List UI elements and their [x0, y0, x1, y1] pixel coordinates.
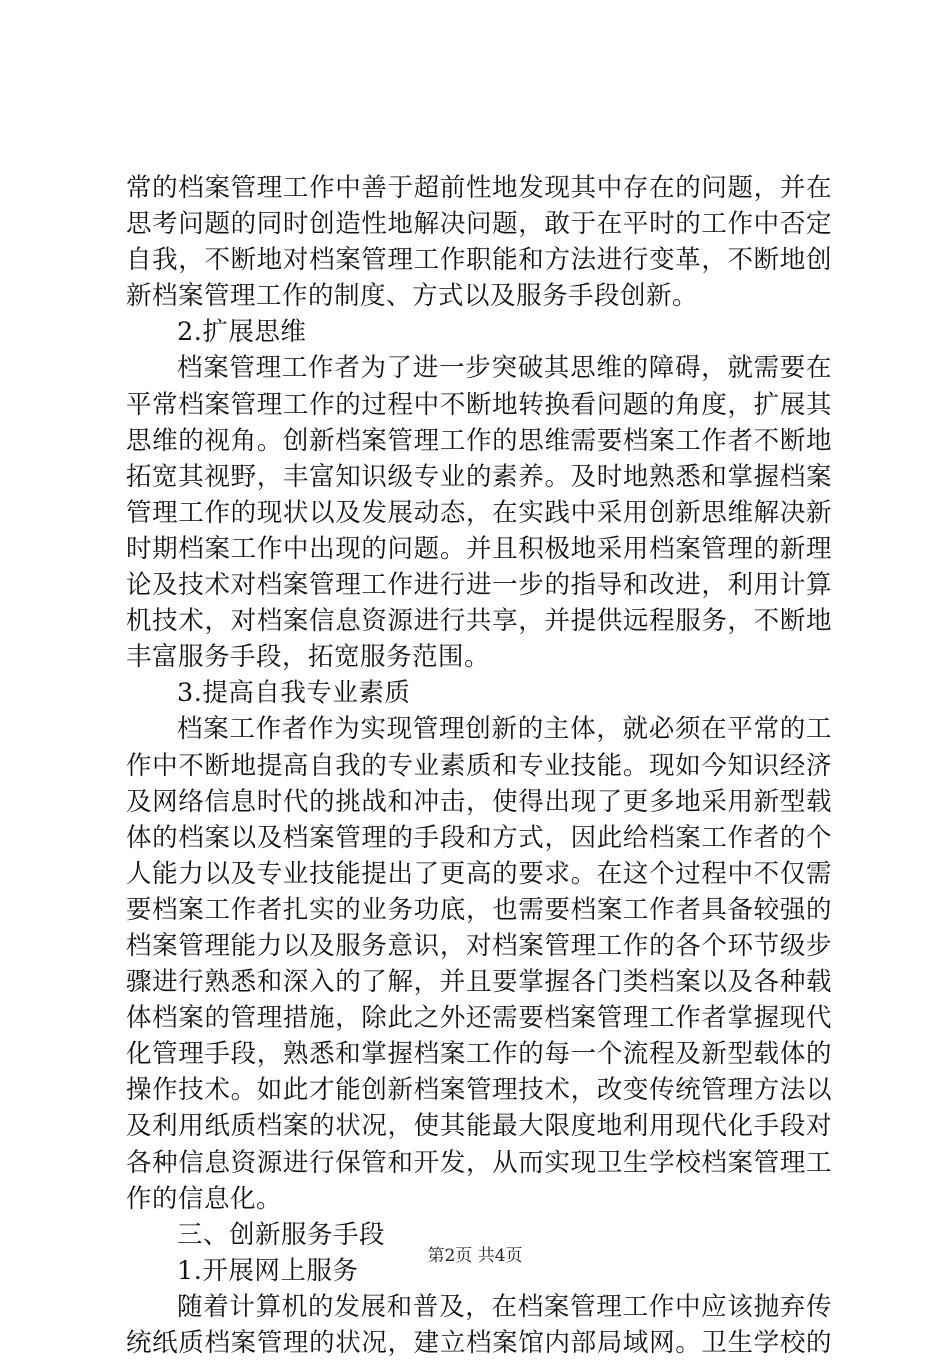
text-line: 骤进行熟悉和深入的了解，并且要掌握各门类档案以及各种载 [126, 967, 832, 998]
text-line: 档案管理能力以及服务意识，对档案管理工作的各个环节级步 [126, 930, 832, 961]
text-line: 人能力以及专业技能提出了更高的要求。在这个过程中不仅需 [126, 858, 832, 889]
text-line: 及利用纸质档案的状况，使其能最大限度地利用现代化手段对 [126, 1111, 832, 1142]
paragraph-first-line: 随着计算机的发展和普及，在档案管理工作中应该抛弃传 [177, 1291, 832, 1322]
text-line: 时期档案工作中出现的问题。并且积极地采用档案管理的新理 [126, 533, 832, 564]
document-body [126, 170, 832, 1361]
text-line: 新档案管理工作的制度、方式以及服务手段创新。 [126, 281, 699, 312]
section-heading: 3.提高自我专业素质 [177, 678, 411, 709]
text-line: 化管理手段，熟悉和掌握档案工作的每一个流程及新型载体的 [126, 1039, 832, 1070]
text-line: 论及技术对档案管理工作进行进一步的指导和改进，利用计算 [126, 570, 832, 601]
text-line: 体档案的管理措施，除此之外还需要档案管理工作者掌握现代 [126, 1003, 832, 1034]
text-line: 作的信息化。 [126, 1183, 283, 1214]
text-line: 体的档案以及档案管理的手段和方式，因此给档案工作者的个 [126, 822, 832, 853]
text-line: 平常档案管理工作的过程中不断地转换看问题的角度，扩展其 [126, 389, 832, 420]
paragraph-first-line: 档案工作者作为实现管理创新的主体，就必须在平常的工 [177, 714, 832, 745]
text-line: 机技术，对档案信息资源进行共享，并提供远程服务，不断地 [126, 606, 832, 637]
section-heading: 三、创新服务手段 [177, 1219, 386, 1250]
text-line: 常的档案管理工作中善于超前性地发现其中存在的问题，并在 [126, 173, 832, 203]
text-line: 丰富服务手段，拓宽服务范围。 [126, 642, 491, 673]
text-line: 操作技术。如此才能创新档案管理技术，改变传统管理方法以 [126, 1075, 832, 1106]
text-line: 要档案工作者扎实的业务功底，也需要档案工作者具备较强的 [126, 894, 832, 925]
text-line: 作中不断地提高自我的专业素质和专业技能。现如今知识经济 [126, 750, 832, 781]
text-line: 思维的视角。创新档案管理工作的思维需要档案工作者不断地 [126, 425, 832, 456]
text-line: 统纸质档案管理的状况，建立档案馆内部局域网。卫生学校的 [126, 1328, 832, 1358]
paragraph-first-line: 档案管理工作者为了进一步突破其思维的障碍，就需要在 [177, 353, 832, 384]
text-line: 及网络信息时代的挑战和冲击，使得出现了更多地采用新型载 [126, 786, 832, 817]
text-line: 自我，不断地对档案管理工作职能和方法进行变革，不断地创 [126, 245, 832, 276]
text-line: 思考问题的同时创造性地解决问题，敢于在平时的工作中否定 [126, 209, 832, 240]
page-number-footer: 第2页 共4页 [427, 1246, 523, 1266]
text-line: 各种信息资源进行保管和开发，从而实现卫生学校档案管理工 [126, 1147, 832, 1178]
subsection-heading: 1.开展网上服务 [177, 1255, 359, 1286]
section-heading: 2.扩展思维 [177, 317, 307, 348]
text-line: 管理工作的现状以及发展动态，在实践中采用创新思维解决新 [126, 497, 832, 528]
text-line: 拓宽其视野，丰富知识级专业的素养。及时地熟悉和掌握档案 [126, 461, 832, 492]
